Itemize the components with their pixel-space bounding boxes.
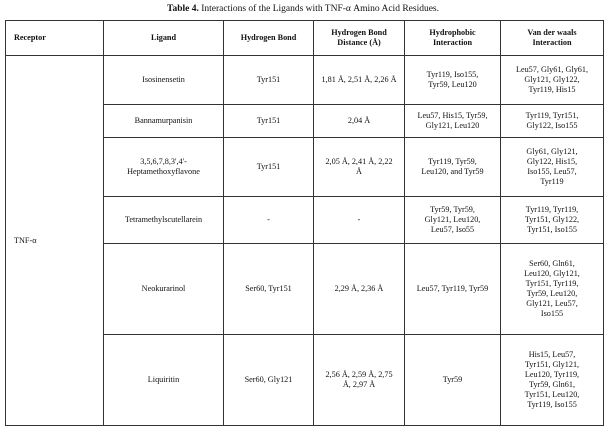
header-hbond-distance-line2: Distance (Å) <box>337 38 381 47</box>
vdw-line: Leu57, Gly61, Gly61, <box>515 65 589 74</box>
ligand-line: 3,5,6,7,8,3',4'- <box>140 157 187 166</box>
vdw-line: Tyr151, Iso155 <box>527 225 577 234</box>
receptor-cell: TNF-α <box>6 56 104 426</box>
table-row <box>6 56 604 105</box>
vdw-line: Iso155, Leu57, <box>527 167 577 176</box>
vdw-cell <box>501 56 604 105</box>
hydrophobic-line: Tyr59, Leu120 <box>428 80 477 89</box>
header-hbond: Hydrogen Bond <box>224 21 314 56</box>
ligand-cell <box>104 244 224 335</box>
distance-cell <box>314 56 405 105</box>
hbond-cell: Ser60, Tyr151 <box>224 244 314 335</box>
distance-cell <box>314 244 405 335</box>
hbond-cell: Ser60, Gly121 <box>224 335 314 426</box>
distance-cell <box>314 335 405 426</box>
vdw-line: Leu120, Tyr119, <box>524 370 580 379</box>
vdw-line: Tyr151, Leu120, <box>524 390 580 399</box>
distance-line: Å <box>356 167 362 176</box>
header-vdw-line1: Van der waals <box>527 28 577 37</box>
vdw-line: Leu120, Gly121, <box>524 269 580 278</box>
header-row <box>6 21 604 56</box>
ligand-cell <box>104 56 224 105</box>
distance-line: Å, 2,97 Å <box>342 380 376 389</box>
ligand-line: Isosinensetin <box>142 75 185 84</box>
ligand-cell <box>104 197 224 244</box>
hydrophobic-line: Tyr59, Tyr59, <box>430 205 475 214</box>
vdw-line: Gly121, Leu57, <box>526 299 578 308</box>
distance-line: 1,81 Å, 2,51 Å, 2,26 Å <box>321 75 397 84</box>
ligand-line: Neokurarinol <box>141 284 186 293</box>
vdw-cell <box>501 105 604 138</box>
ligand-line: Tetramethylscutellarein <box>124 215 203 224</box>
header-ligand: Ligand <box>104 21 224 56</box>
header-hydrophobic-line1: Hydrophobic <box>429 28 476 37</box>
vdw-line: Tyr151, Tyr119, <box>525 279 579 288</box>
vdw-line: His15, Leu57, <box>528 350 576 359</box>
vdw-line: Tyr59, Gln61, <box>528 380 576 389</box>
interactions-table <box>5 20 604 426</box>
distance-cell <box>314 197 405 244</box>
header-hydrophobic <box>405 21 501 56</box>
vdw-line: Tyr151, Gly122, <box>524 215 580 224</box>
header-hbond-distance <box>314 21 405 56</box>
hydrophobic-line: Leu57, Iso55 <box>430 225 475 234</box>
ligand-line: Liquiritin <box>147 375 180 384</box>
vdw-line: Tyr119 <box>540 177 564 186</box>
ligand-cell <box>104 335 224 426</box>
hydrophobic-line: Tyr119, Tyr59, <box>428 157 477 166</box>
vdw-line: Tyr119, Tyr119, <box>525 205 579 214</box>
vdw-line: Iso155 <box>540 309 564 318</box>
hydrophobic-cell <box>405 244 501 335</box>
vdw-line: Gly61, Gly121, <box>526 147 578 156</box>
header-vdw-line2: Interaction <box>532 38 572 47</box>
hydrophobic-line: Tyr59 <box>442 375 463 384</box>
hydrophobic-line: Gly121, Leu120, <box>424 215 481 224</box>
vdw-cell <box>501 335 604 426</box>
hydrophobic-line: Gly121, Leu120 <box>425 121 480 130</box>
vdw-line: Gly122, Iso155 <box>526 121 578 130</box>
table-caption <box>0 3 606 15</box>
header-hydrophobic-line2: Interaction <box>432 38 473 47</box>
vdw-line: Tyr119, Iso155 <box>527 400 577 409</box>
hydrophobic-line: Leu57, His15, Tyr59, <box>417 111 488 120</box>
hydrophobic-cell <box>405 335 501 426</box>
distance-line: 2,05 Å, 2,41 Å, 2,22 <box>325 157 393 166</box>
vdw-cell <box>501 244 604 335</box>
vdw-line: Ser60, Gln61, <box>529 259 575 268</box>
hbond-cell: Tyr151 <box>224 105 314 138</box>
hydrophobic-line: Leu57, Tyr119, Tyr59 <box>416 284 489 293</box>
distance-line: 2,56 Å, 2,59 Å, 2,75 <box>325 370 393 379</box>
distance-cell <box>314 105 405 138</box>
hydrophobic-cell <box>405 197 501 244</box>
vdw-line: Gly121, Gly122, <box>524 75 580 84</box>
vdw-line: Tyr151, Gly121, <box>524 360 580 369</box>
ligand-cell <box>104 138 224 197</box>
hbond-cell: Tyr151 <box>224 138 314 197</box>
distance-cell <box>314 138 405 197</box>
hydrophobic-line: Tyr119, Iso155, <box>426 70 479 79</box>
distance-line: 2,04 Å <box>347 116 371 125</box>
ligand-line: Bannamurpanisin <box>134 116 193 125</box>
vdw-line: Tyr59, Leu120, <box>526 289 578 298</box>
hbond-cell: Tyr151 <box>224 56 314 105</box>
vdw-cell <box>501 197 604 244</box>
hydrophobic-cell <box>405 56 501 105</box>
ligand-cell <box>104 105 224 138</box>
ligand-line: Heptamethoxyflavone <box>127 167 200 176</box>
header-hbond-distance-line1: Hydrogen Bond <box>331 28 387 37</box>
header-vdw <box>501 21 604 56</box>
vdw-line: Gly122, His15, <box>526 157 578 166</box>
vdw-cell <box>501 138 604 197</box>
caption-label: Table 4. <box>166 4 199 14</box>
hydrophobic-cell <box>405 138 501 197</box>
hbond-cell: - <box>224 197 314 244</box>
caption-text: Interactions of the Ligands with TNF-α Amino Acid Residues. <box>198 4 440 14</box>
distance-line: 2,29 Å, 2,36 Å <box>334 284 384 293</box>
vdw-line: Tyr119, Tyr151, <box>525 111 579 120</box>
hydrophobic-cell <box>405 105 501 138</box>
distance-line: - <box>357 215 361 224</box>
hydrophobic-line: Leu120, and Tyr59 <box>421 167 484 176</box>
header-receptor: Receptor <box>6 21 104 56</box>
vdw-line: Tyr119, His15 <box>528 85 576 94</box>
